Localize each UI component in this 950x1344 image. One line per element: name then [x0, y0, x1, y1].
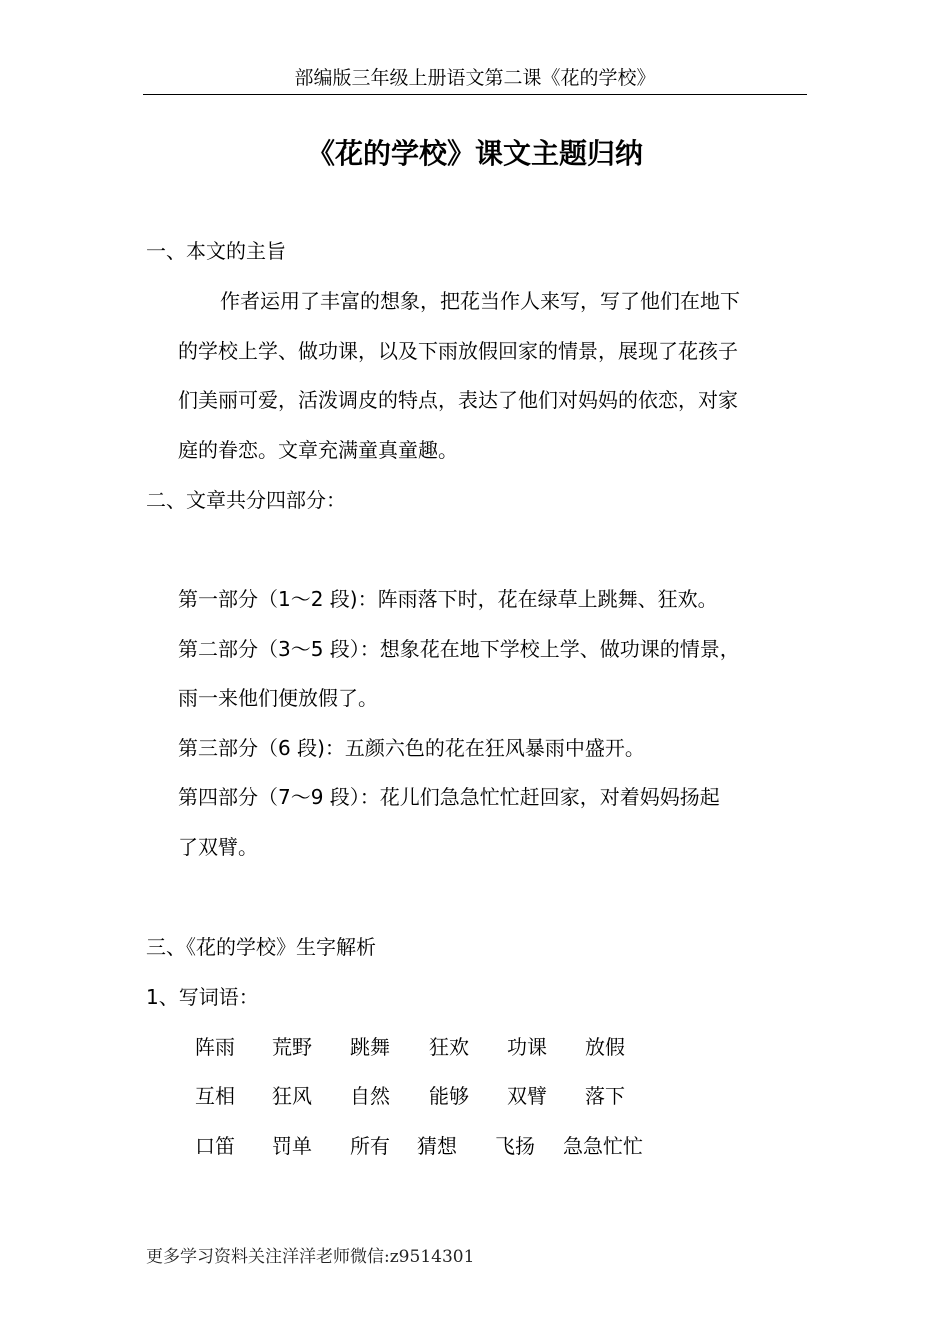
page-title: 《花的学校》课文主题归纳: [306, 137, 643, 170]
word-item: 落下: [585, 1084, 625, 1108]
paragraph-line: 第四部分（7～9 段）：花儿们急急忙忙赶回家，对着妈妈扬起: [178, 785, 720, 809]
word-item: 罚单: [272, 1134, 312, 1158]
paragraph-line: 第二部分（3～5 段）：想象花在地下学校上学、做功课的情景，: [178, 637, 740, 661]
word-item: 急急忙忙: [563, 1134, 643, 1158]
word-item: 口笛: [195, 1134, 235, 1158]
word-item: 狂欢: [429, 1035, 469, 1059]
paragraph-line: 雨一来他们便放假了。: [178, 686, 378, 710]
word-item: 所有: [350, 1134, 390, 1158]
word-item: 跳舞: [350, 1035, 390, 1059]
paragraph-line: 作者运用了丰富的想象，把花当作人来写，写了他们在地下: [220, 289, 740, 313]
word-item: 猜想: [417, 1134, 457, 1158]
word-item: 荒野: [272, 1035, 312, 1059]
section-heading: 一、本文的主旨: [146, 239, 286, 263]
paragraph-line: 第一部分（1～2 段)：阵雨落下时，花在绿草上跳舞、狂欢。: [178, 587, 718, 611]
word-item: 自然: [350, 1084, 390, 1108]
word-item: 双臂: [507, 1084, 547, 1108]
paragraph-line: 庭的眷恋。文章充满童真童趣。: [178, 438, 458, 462]
paragraph-line: 了双臂。: [178, 835, 258, 859]
paragraph-line: 第三部分（6 段)：五颜六色的花在狂风暴雨中盛开。: [178, 736, 645, 760]
word-item: 飞扬: [495, 1134, 535, 1158]
subsection-heading: 1、写词语：: [146, 985, 259, 1009]
footer-note: 更多学习资料关注洋洋老师微信:z9514301: [146, 1247, 475, 1267]
paragraph-line: 们美丽可爱，活泼调皮的特点，表达了他们对妈妈的依恋，对家: [178, 388, 738, 412]
word-item: 功课: [507, 1035, 547, 1059]
word-item: 阵雨: [195, 1035, 235, 1059]
paragraph-line: 的学校上学、做功课，以及下雨放假回家的情景，展现了花孩子: [178, 339, 738, 363]
word-item: 狂风: [272, 1084, 312, 1108]
word-item: 能够: [429, 1084, 469, 1108]
word-item: 放假: [585, 1035, 625, 1059]
page-header: 部编版三年级上册语文第二课《花的学校》: [143, 64, 807, 95]
word-item: 互相: [195, 1084, 235, 1108]
section-heading: 二、文章共分四部分：: [146, 488, 346, 512]
section-heading: 三、《花的学校》生字解析: [146, 935, 376, 959]
